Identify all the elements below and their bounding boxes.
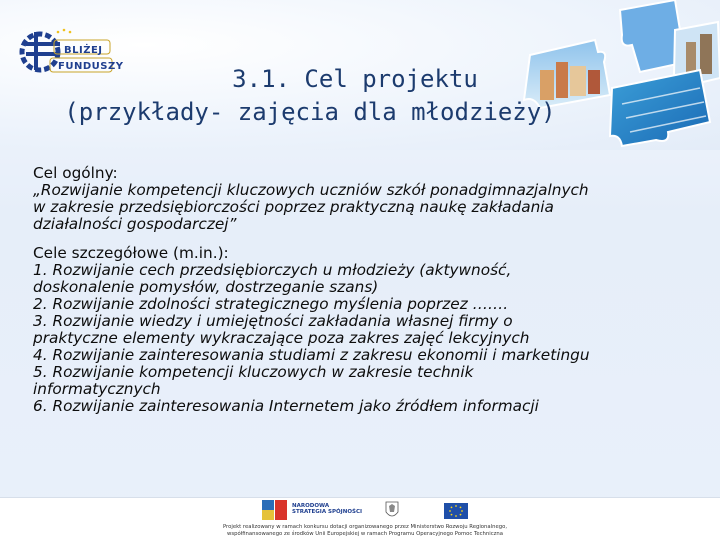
specific-goal-line: informatycznych: [33, 380, 161, 398]
logo-line-2: FUNDUSZY: [58, 61, 124, 72]
specific-goal-line: 3. Rozwijanie wiedzy i umiejętności zakładania własnej firmy o: [33, 312, 513, 330]
footer-divider: [0, 497, 720, 498]
title-line-2: (przykłady- zajęcia dla młodzieży): [64, 98, 556, 126]
specific-goals-heading: Cele szczegółowe (m.in.):: [33, 244, 229, 262]
general-goal-line: „Rozwijanie kompetencji kluczowych uczniów szkół ponadgimnazjalnych: [33, 181, 589, 199]
specific-goal-line: 6. Rozwijanie zainteresowania Internetem jako źródłem informacji: [33, 397, 539, 415]
logo-line-1: BLIŻEJ: [64, 45, 103, 56]
nss-label: NARODOWA STRATEGIA SPÓJNOŚCI: [292, 503, 363, 515]
eu-flag-icon: [444, 503, 468, 519]
general-goal-line: działalności gospodarczej”: [33, 215, 237, 233]
nss-logo-icon: [262, 500, 288, 520]
specific-goal-line: 1. Rozwijanie cech przedsiębiorczych u młodzieży (aktywność,: [33, 261, 512, 279]
specific-goal-line: 5. Rozwijanie kompetencji kluczowych w zakresie technik: [33, 363, 474, 381]
title-line-1: 3.1. Cel projektu: [232, 65, 478, 93]
specific-goal-line: praktyczne elementy wykraczające poza zakres zajęć lekcyjnych: [33, 329, 530, 347]
page-title: [0, 64, 620, 127]
specific-goal-line: doskonalenie pomysłów, dostrzeganie szans): [33, 278, 379, 296]
specific-goal-line: 2. Rozwijanie zdolności strategicznego myślenia poprzez …….: [33, 295, 509, 313]
polish-eagle-icon: [384, 500, 400, 520]
general-goal-line: w zakresie przedsiębiorczości poprzez praktyczną naukę zakładania: [33, 198, 554, 216]
footer-note: Projekt realizowany w ramach konkursu dotacji organizowanego przez Ministerstwo Rozwoju Regionalnego, współfinansowanego ze środków Unii Europejskiej w ramach Programu Operacyjnego Pomoc Techniczna: [222, 524, 508, 537]
specific-goal-line: 4. Rozwijanie zainteresowania studiami z zakresu ekonomii i marketingu: [33, 346, 590, 364]
general-goal-heading: Cel ogólny:: [33, 164, 118, 182]
content-body: [33, 165, 703, 415]
